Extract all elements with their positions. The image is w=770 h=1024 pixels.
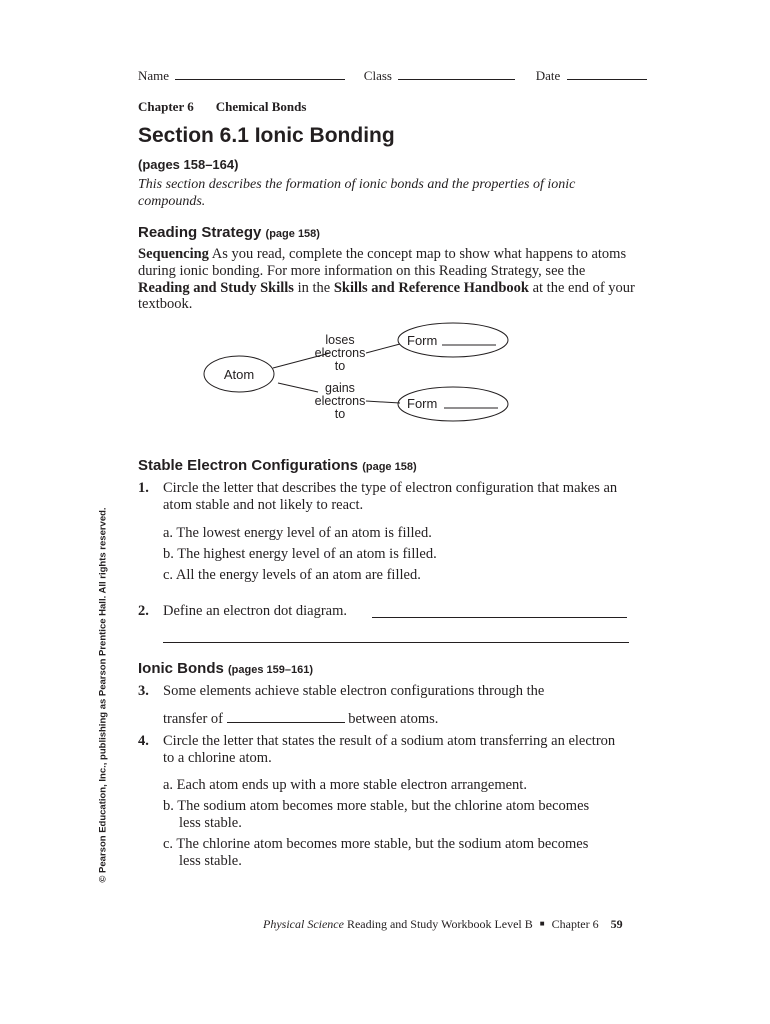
- connector-loses-form: [366, 344, 400, 353]
- chapter-number: Chapter 6: [138, 99, 194, 114]
- name-label: Name: [138, 68, 170, 83]
- question-4-option-c[interactable]: c. The chlorine atom becomes more stable, but the sodium atom becomes less stable.: [163, 836, 589, 869]
- date-field[interactable]: [567, 78, 647, 80]
- question-2-number: 2.: [138, 603, 149, 619]
- question-2-text: Define an electron dot diagram.: [163, 603, 347, 619]
- footer-chapter: Chapter 6: [551, 917, 599, 931]
- loses-label-3: to: [334, 359, 346, 373]
- question-2-answer-line-2[interactable]: [163, 642, 629, 643]
- question-3-blank[interactable]: [227, 721, 345, 723]
- strategy-text-1: As you read, complete the concept map to show what happens to atoms during ionic bonding. For more information on this Reading Strategy, see the: [138, 246, 627, 279]
- class-label: Class: [363, 68, 392, 83]
- strategy-text-3: at the end of your textbook.: [138, 279, 635, 313]
- form-label-bottom: Form: [407, 396, 438, 411]
- copyright-notice: © Pearson Education, Inc., publishing as Pearson Prentice Hall. All rights reserved.: [97, 507, 109, 883]
- reading-strategy-heading: [138, 224, 320, 241]
- question-3-cont-1: transfer of: [163, 711, 223, 727]
- question-4-option-b[interactable]: b. The sodium atom becomes more stable, but the chlorine atom becomes less stable.: [163, 798, 590, 831]
- question-1-number: 1.: [138, 480, 149, 496]
- ionic-bonds-page: (pages 159–161): [228, 664, 314, 676]
- question-4: [138, 733, 618, 767]
- stable-config-heading: [138, 457, 417, 474]
- ionic-bonds-title: Ionic Bonds: [138, 660, 224, 677]
- form-label-top: Form: [407, 333, 438, 348]
- header-fields: [138, 68, 647, 84]
- footer-book-rest: Reading and Study Workbook Level B: [343, 917, 533, 931]
- reading-strategy-page: (page 158): [265, 228, 320, 240]
- stable-config-page: (page 158): [362, 461, 417, 473]
- concept-map: [200, 320, 530, 430]
- strategy-text-2: in the: [293, 279, 334, 296]
- name-field[interactable]: [175, 78, 345, 80]
- connector-gains-form: [366, 401, 400, 403]
- atom-label: Atom: [223, 367, 255, 382]
- question-4-option-a[interactable]: a. Each atom ends up with a more stable electron arrangement.: [163, 777, 527, 793]
- question-3-cont-2: between atoms.: [348, 711, 439, 727]
- chapter-header: [138, 99, 306, 115]
- date-label: Date: [535, 68, 561, 83]
- loses-label-1: loses: [325, 333, 355, 347]
- question-3-number: 3.: [138, 683, 149, 699]
- footer-page-number: 59: [610, 917, 623, 931]
- stable-config-title: Stable Electron Configurations: [138, 457, 359, 474]
- footer-separator-icon: ■: [539, 919, 545, 928]
- question-1-option-a[interactable]: a. The lowest energy level of an atom is filled.: [163, 525, 432, 541]
- section-title: Section 6.1 Ionic Bonding: [138, 124, 395, 147]
- question-3: [138, 683, 618, 700]
- question-1-option-b[interactable]: b. The highest energy level of an atom is filled.: [163, 546, 437, 562]
- section-pages: (pages 158–164): [138, 157, 239, 172]
- section-intro: This section describes the formation of ionic bonds and the properties of ionic compounds.: [138, 177, 576, 209]
- question-1-text: Circle the letter that describes the type of electron configuration that makes an atom stable and not likely to react.: [163, 480, 618, 513]
- gains-label-3: to: [334, 407, 346, 421]
- question-4-number: 4.: [138, 733, 149, 749]
- ionic-bonds-heading: [138, 660, 313, 677]
- class-field[interactable]: [398, 78, 515, 80]
- footer-book-title: Physical Science: [263, 917, 344, 931]
- question-1-option-c[interactable]: c. All the energy levels of an atom are filled.: [163, 567, 421, 583]
- chapter-title: Chemical Bonds: [215, 99, 307, 114]
- question-1: [138, 480, 618, 514]
- loses-label-2: electrons: [314, 346, 366, 360]
- gains-label-1: gains: [325, 381, 355, 395]
- page-footer: [263, 917, 623, 932]
- reading-strategy-text: [138, 246, 638, 313]
- question-3-text: Some elements achieve stable electron configurations through the: [163, 683, 545, 699]
- question-4-text: Circle the letter that states the result of a sodium atom transferring an electron to a chlorine atom.: [163, 733, 616, 766]
- gains-label-2: electrons: [314, 394, 366, 408]
- connector-atom-gains: [278, 383, 318, 392]
- sequencing-lead: Sequencing: [138, 246, 209, 262]
- question-2-answer-line-1[interactable]: [372, 617, 627, 618]
- strategy-bold-2: Skills and Reference Handbook: [333, 279, 529, 296]
- strategy-bold-1: Reading and Study Skills: [138, 279, 294, 296]
- question-3-continuation: [163, 711, 438, 728]
- reading-strategy-title: Reading Strategy: [138, 224, 262, 241]
